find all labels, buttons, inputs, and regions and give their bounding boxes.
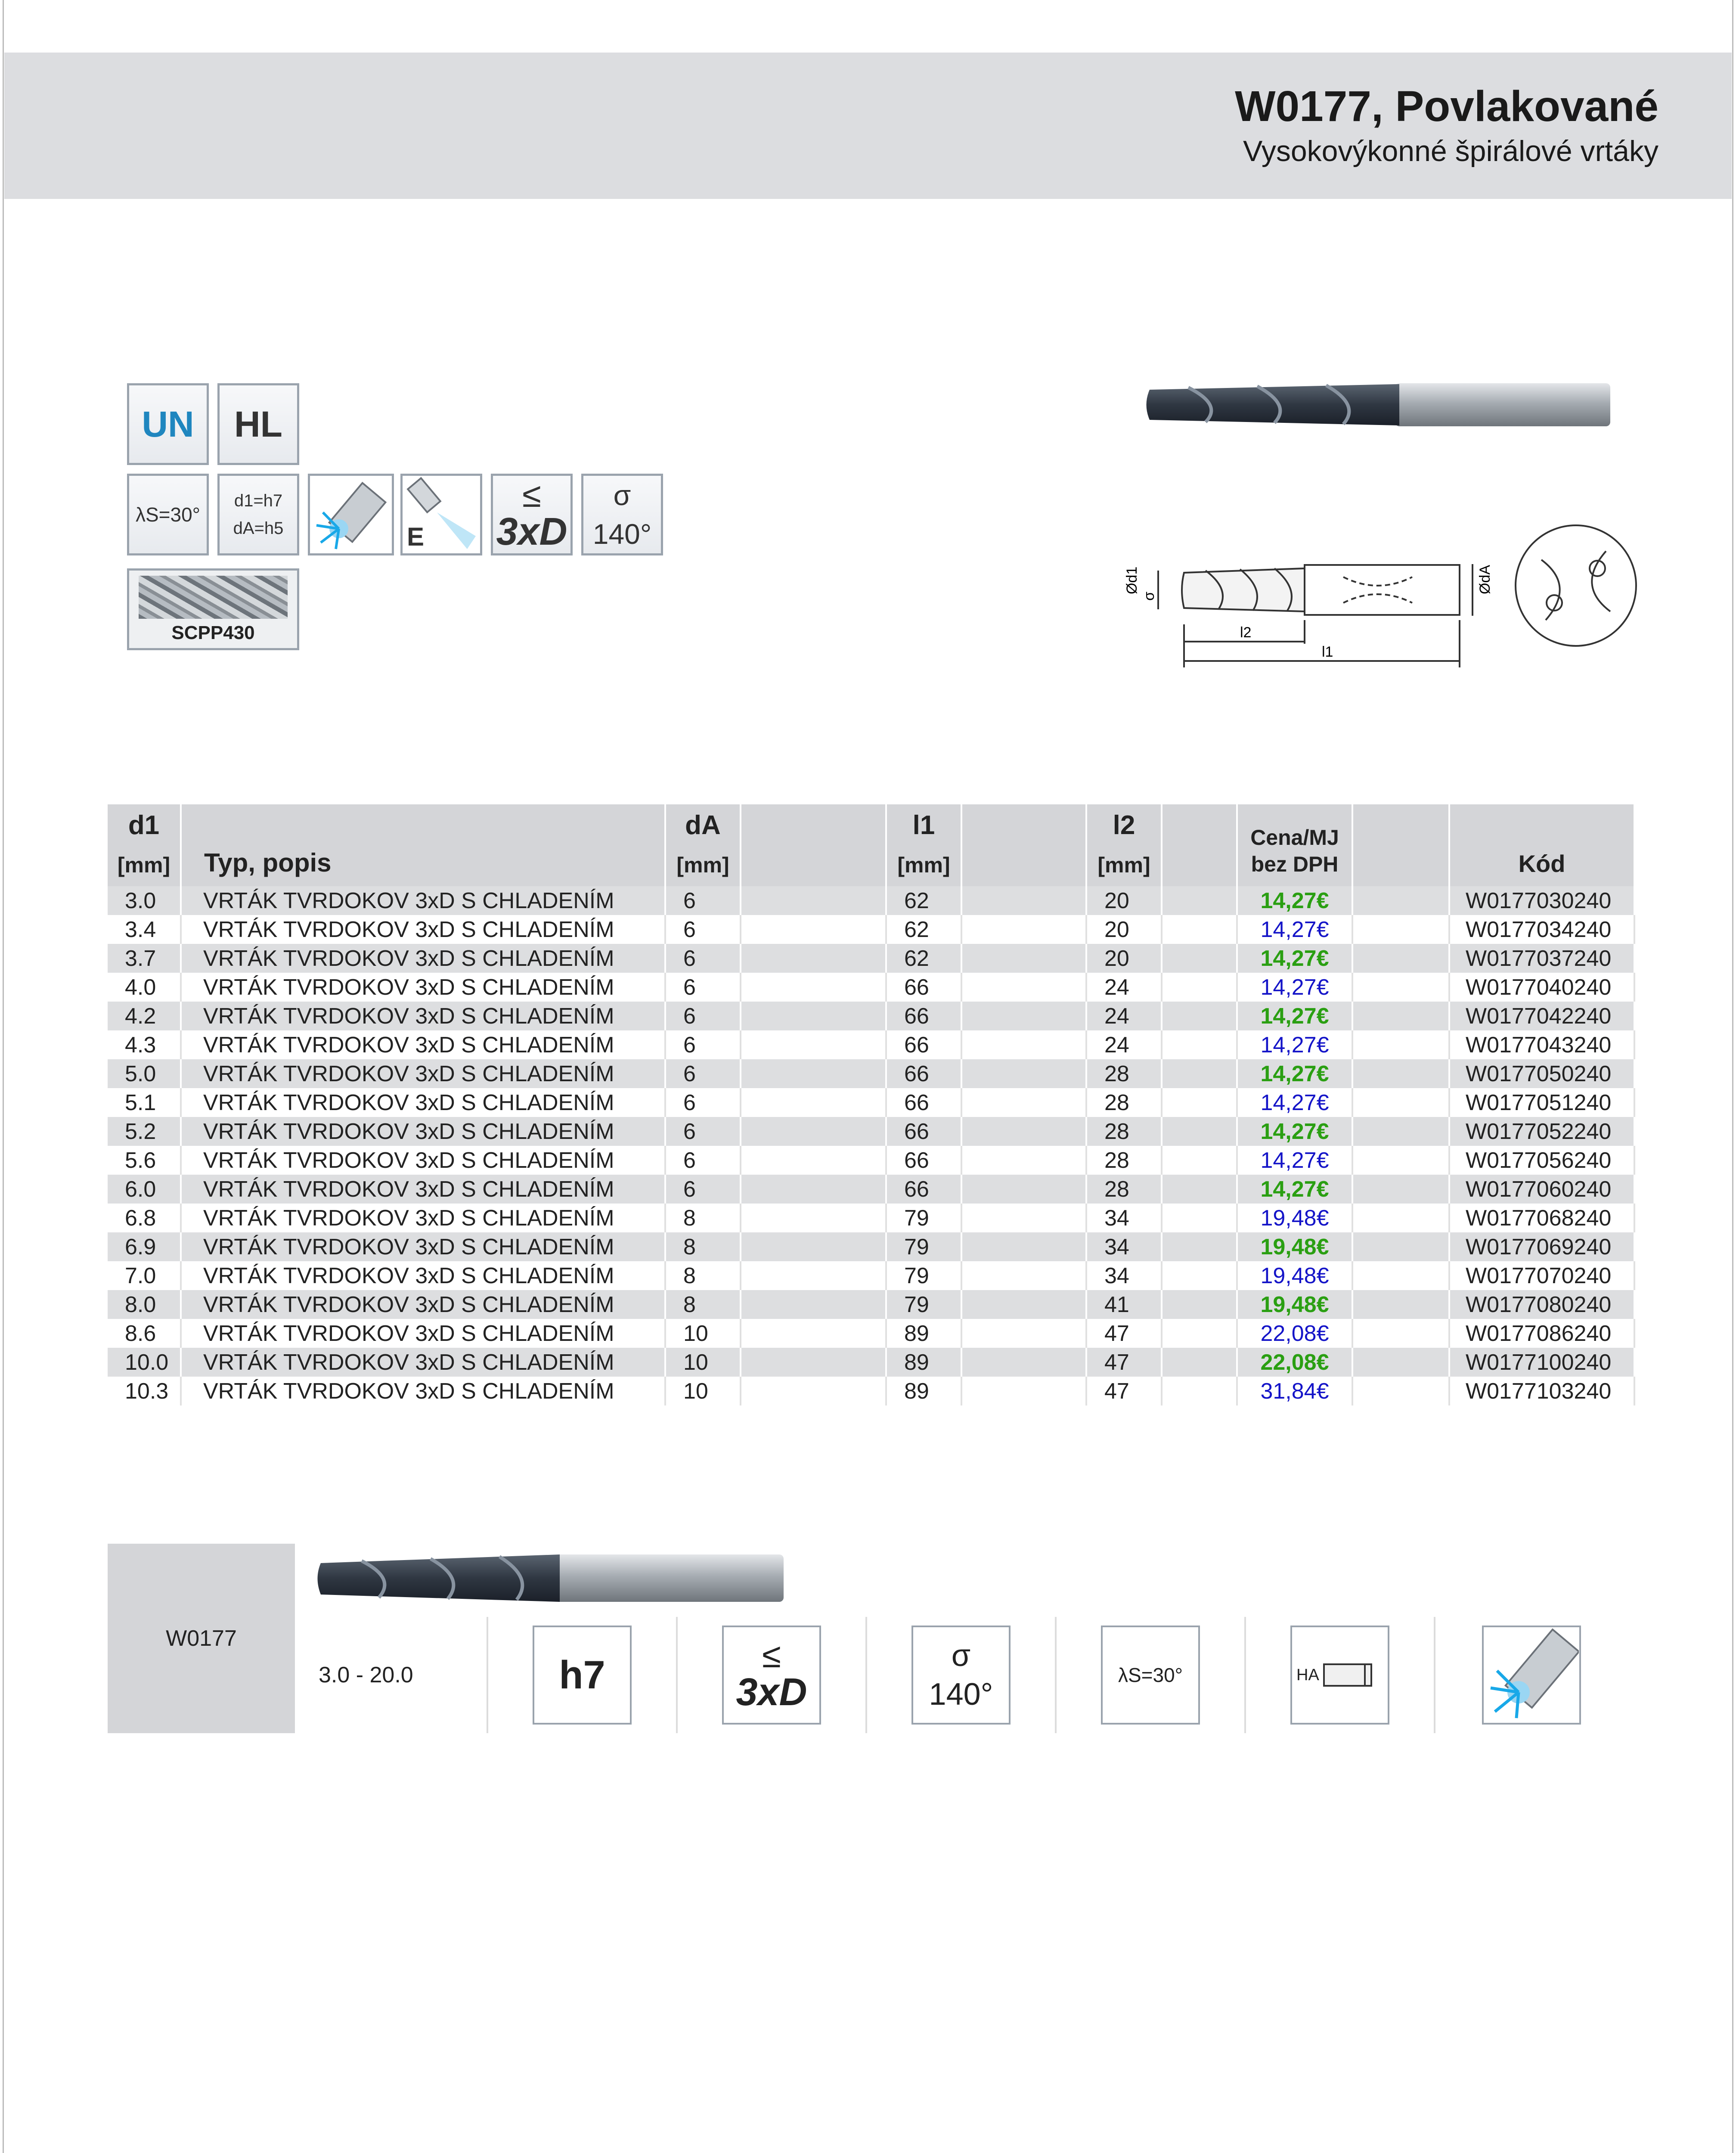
cell-spacer (961, 915, 1086, 944)
cell-l2: 47 (1086, 1319, 1162, 1348)
cell-l2: 34 (1086, 1204, 1162, 1232)
sigma-diagram-label: σ (1141, 592, 1157, 601)
cell-kod: W0177051240 (1449, 1088, 1634, 1117)
cell-da: 6 (665, 1030, 741, 1059)
cell-l2: 24 (1086, 973, 1162, 1002)
point-angle-icon (581, 474, 663, 555)
cell-d1: 7.0 (108, 1261, 181, 1290)
cell-kod: W0177068240 (1449, 1204, 1634, 1232)
cell-desc: VRTÁK TVRDOKOV 3xD S CHLADENÍM (181, 1146, 665, 1175)
cell-spacer (961, 1204, 1086, 1232)
drill-photo (1094, 301, 1649, 482)
col-da-symbol: dA (685, 810, 721, 840)
cell-l1: 66 (886, 1117, 961, 1146)
col-kod: Kód (1449, 804, 1634, 886)
cell-kod: W0177043240 (1449, 1030, 1634, 1059)
cell-l2: 28 (1086, 1117, 1162, 1146)
cell-desc: VRTÁK TVRDOKOV 3xD S CHLADENÍM (181, 1175, 665, 1204)
cell-price: 14,27€ (1237, 1175, 1352, 1204)
strip-helix-cell (1055, 1617, 1244, 1733)
page-subtitle: Vysokovýkonné špirálové vrtáky (1243, 135, 1658, 168)
cell-spacer (961, 1348, 1086, 1377)
cell-desc: VRTÁK TVRDOKOV 3xD S CHLADENÍM (181, 944, 665, 973)
cell-spacer (741, 1348, 886, 1377)
cell-d1: 4.2 (108, 1002, 181, 1030)
cell-spacer (1352, 915, 1449, 944)
cell-price: 19,48€ (1237, 1204, 1352, 1232)
cell-spacer (741, 1030, 886, 1059)
cell-l2: 34 (1086, 1261, 1162, 1290)
cell-desc: VRTÁK TVRDOKOV 3xD S CHLADENÍM (181, 886, 665, 915)
table-row (108, 1261, 1634, 1290)
cell-spacer (961, 1030, 1086, 1059)
cell-kod: W0177037240 (1449, 944, 1634, 973)
cell-spacer (1352, 944, 1449, 973)
cell-spacer (1352, 1117, 1449, 1146)
cell-l1: 66 (886, 973, 961, 1002)
cell-l2: 47 (1086, 1377, 1162, 1405)
cell-spacer (1352, 1261, 1449, 1290)
cell-desc: VRTÁK TVRDOKOV 3xD S CHLADENÍM (181, 1088, 665, 1117)
cell-l1: 62 (886, 886, 961, 915)
cell-da: 6 (665, 1146, 741, 1175)
col-da (665, 804, 741, 886)
strip-tolerance: h7 (533, 1626, 632, 1725)
table-row (108, 915, 1634, 944)
cell-da: 10 (665, 1348, 741, 1377)
table-row (108, 1232, 1634, 1261)
tolerance-icon (217, 474, 299, 555)
cell-spacer (1162, 1261, 1237, 1290)
cell-l1: 79 (886, 1290, 961, 1319)
hl-icon: HL (217, 383, 299, 465)
cell-spacer (961, 1175, 1086, 1204)
cell-price: 19,48€ (1237, 1232, 1352, 1261)
cell-l1: 89 (886, 1377, 961, 1405)
cell-spacer (961, 886, 1086, 915)
strip-helix-icon: λS=30° (1101, 1626, 1200, 1725)
cell-spacer (961, 1319, 1086, 1348)
col-price (1237, 804, 1352, 886)
cell-desc: VRTÁK TVRDOKOV 3xD S CHLADENÍM (181, 1030, 665, 1059)
cell-spacer (741, 1261, 886, 1290)
table-row (108, 1088, 1634, 1117)
cell-da: 8 (665, 1261, 741, 1290)
cell-spacer (1162, 1088, 1237, 1117)
cell-price: 14,27€ (1237, 944, 1352, 973)
strip-point-angle-cell (865, 1617, 1055, 1733)
table-row (108, 886, 1634, 915)
col-spacer-1 (741, 804, 886, 886)
cell-price: 19,48€ (1237, 1261, 1352, 1290)
cell-d1: 3.7 (108, 944, 181, 973)
cell-kod: W0177060240 (1449, 1175, 1634, 1204)
table-row (108, 1319, 1634, 1348)
cell-spacer (1162, 1175, 1237, 1204)
table-row (108, 1030, 1634, 1059)
strip-depth-icon (722, 1626, 821, 1725)
cell-d1: 3.4 (108, 915, 181, 944)
cell-da: 8 (665, 1204, 741, 1232)
cell-kod: W0177052240 (1449, 1117, 1634, 1146)
cell-da: 10 (665, 1377, 741, 1405)
cell-price: 14,27€ (1237, 886, 1352, 915)
cell-l2: 28 (1086, 1146, 1162, 1175)
cell-da: 8 (665, 1290, 741, 1319)
cell-spacer (1162, 973, 1237, 1002)
cell-spacer (741, 915, 886, 944)
internal-coolant-icon (308, 474, 394, 555)
col-spacer-4 (1352, 804, 1449, 886)
cell-desc: VRTÁK TVRDOKOV 3xD S CHLADENÍM (181, 1002, 665, 1030)
cell-kod: W0177030240 (1449, 886, 1634, 915)
cell-spacer (1162, 886, 1237, 915)
cell-spacer (1162, 1146, 1237, 1175)
table-row (108, 1204, 1634, 1232)
cell-l2: 47 (1086, 1348, 1162, 1377)
cell-spacer (1162, 1232, 1237, 1261)
cell-spacer (741, 944, 886, 973)
cell-kod: W0177103240 (1449, 1377, 1634, 1405)
strip-coolant-icon (1482, 1626, 1581, 1725)
cell-l2: 41 (1086, 1290, 1162, 1319)
cell-d1: 10.3 (108, 1377, 181, 1405)
table-row (108, 1377, 1634, 1405)
external-coolant-icon (400, 474, 482, 555)
col-spacer-3 (1162, 804, 1237, 886)
depth-label: 3xD (496, 510, 567, 553)
strip-depth-le: ≤ (762, 1636, 781, 1675)
cell-d1: 4.3 (108, 1030, 181, 1059)
cell-desc: VRTÁK TVRDOKOV 3xD S CHLADENÍM (181, 1117, 665, 1146)
page-title: W0177, Povlakované (1235, 82, 1658, 130)
cell-desc: VRTÁK TVRDOKOV 3xD S CHLADENÍM (181, 1377, 665, 1405)
table-row (108, 1348, 1634, 1377)
cell-spacer (1352, 1204, 1449, 1232)
cell-kod: W0177050240 (1449, 1059, 1634, 1088)
cell-d1: 5.1 (108, 1088, 181, 1117)
strip-shank-icon (1290, 1626, 1389, 1725)
cell-spacer (1162, 1030, 1237, 1059)
cell-l2: 28 (1086, 1175, 1162, 1204)
table-row (108, 944, 1634, 973)
cell-da: 6 (665, 1059, 741, 1088)
cell-spacer (1352, 1377, 1449, 1405)
cell-d1: 5.0 (108, 1059, 181, 1088)
cell-price: 31,84€ (1237, 1377, 1352, 1405)
cell-spacer (741, 1059, 886, 1088)
cell-spacer (1352, 886, 1449, 915)
cell-da: 6 (665, 944, 741, 973)
cell-d1: 10.0 (108, 1348, 181, 1377)
col-l2-unit: [mm] (1097, 853, 1150, 877)
tolerance-da: dA=h5 (233, 519, 284, 538)
table-row (108, 1290, 1634, 1319)
cell-da: 6 (665, 1175, 741, 1204)
strip-shank-cell (1244, 1617, 1434, 1733)
col-d1-symbol: d1 (128, 810, 160, 840)
sigma-symbol: σ (613, 479, 631, 511)
cell-price: 14,27€ (1237, 1117, 1352, 1146)
cell-d1: 6.0 (108, 1175, 181, 1204)
cell-d1: 4.0 (108, 973, 181, 1002)
cell-price: 22,08€ (1237, 1348, 1352, 1377)
strip-range-cell (297, 1617, 487, 1733)
cell-spacer (741, 1204, 886, 1232)
cell-desc: VRTÁK TVRDOKOV 3xD S CHLADENÍM (181, 1261, 665, 1290)
cell-l1: 62 (886, 915, 961, 944)
cell-l1: 66 (886, 1146, 961, 1175)
cell-spacer (1352, 1232, 1449, 1261)
cell-da: 6 (665, 1117, 741, 1146)
cell-price: 14,27€ (1237, 915, 1352, 944)
cell-price: 14,27€ (1237, 1146, 1352, 1175)
cell-spacer (1352, 1319, 1449, 1348)
cell-kod: W0177080240 (1449, 1290, 1634, 1319)
carbide-texture (139, 576, 288, 619)
cell-kod: W0177042240 (1449, 1002, 1634, 1030)
cell-spacer (741, 1146, 886, 1175)
col-typ: Typ, popis (181, 804, 665, 886)
cell-spacer (961, 1117, 1086, 1146)
col-d1-unit: [mm] (117, 853, 170, 877)
cell-spacer (1162, 1117, 1237, 1146)
cell-spacer (1162, 1348, 1237, 1377)
l2-label: l2 (1240, 624, 1252, 641)
table-row (108, 1146, 1634, 1175)
cell-spacer (961, 973, 1086, 1002)
cell-desc: VRTÁK TVRDOKOV 3xD S CHLADENÍM (181, 1348, 665, 1377)
cell-d1: 6.9 (108, 1232, 181, 1261)
cell-price: 19,48€ (1237, 1290, 1352, 1319)
cell-l1: 66 (886, 1175, 961, 1204)
depth-3xd-icon (491, 474, 573, 555)
cell-l2: 28 (1086, 1088, 1162, 1117)
cell-l1: 79 (886, 1204, 961, 1232)
cell-desc: VRTÁK TVRDOKOV 3xD S CHLADENÍM (181, 973, 665, 1002)
strip-depth-label: 3xD (736, 1671, 807, 1714)
cell-spacer (1352, 973, 1449, 1002)
cell-spacer (1352, 1002, 1449, 1030)
helix-angle-label: λS=30° (135, 503, 201, 526)
cell-d1: 5.2 (108, 1117, 181, 1146)
cell-spacer (961, 1261, 1086, 1290)
strip-tolerance-cell (487, 1617, 676, 1733)
cell-spacer (961, 1059, 1086, 1088)
strip-depth-cell (676, 1617, 865, 1733)
cell-da: 6 (665, 915, 741, 944)
col-price-line1: Cena/MJ (1250, 825, 1339, 850)
cell-l1: 89 (886, 1348, 961, 1377)
cell-spacer (741, 886, 886, 915)
cell-l2: 34 (1086, 1232, 1162, 1261)
cell-d1: 8.0 (108, 1290, 181, 1319)
cell-spacer (741, 1319, 886, 1348)
cell-l1: 79 (886, 1232, 961, 1261)
cell-spacer (741, 1232, 886, 1261)
cell-da: 6 (665, 1002, 741, 1030)
cell-spacer (741, 1088, 886, 1117)
strip-point-angle-icon (911, 1626, 1011, 1725)
cell-spacer (961, 1290, 1086, 1319)
col-l1-symbol: l1 (912, 810, 935, 840)
table-row (108, 1117, 1634, 1146)
col-d1 (108, 804, 181, 886)
cell-l2: 28 (1086, 1059, 1162, 1088)
cell-da: 10 (665, 1319, 741, 1348)
drill-dimension-diagram (1119, 495, 1662, 680)
strip-drill-photo (314, 1544, 788, 1617)
cell-l2: 24 (1086, 1030, 1162, 1059)
helix-angle-icon (127, 474, 209, 555)
strip-range: 3.0 - 20.0 (319, 1663, 413, 1688)
cell-spacer (1162, 1059, 1237, 1088)
cell-l1: 62 (886, 944, 961, 973)
cell-l2: 20 (1086, 886, 1162, 915)
summary-strip (108, 1544, 1628, 1733)
cell-spacer (961, 944, 1086, 973)
cell-l1: 89 (886, 1319, 961, 1348)
cell-da: 6 (665, 973, 741, 1002)
table-row (108, 1002, 1634, 1030)
cell-kod: W0177100240 (1449, 1348, 1634, 1377)
cell-kod: W0177040240 (1449, 973, 1634, 1002)
cell-spacer (1352, 1059, 1449, 1088)
depth-le-symbol: ≤ (522, 476, 541, 514)
product-table (108, 804, 1634, 1405)
cell-spacer (1352, 1030, 1449, 1059)
cell-spacer (1352, 1146, 1449, 1175)
cell-spacer (741, 1377, 886, 1405)
cell-spacer (741, 1002, 886, 1030)
cell-desc: VRTÁK TVRDOKOV 3xD S CHLADENÍM (181, 1290, 665, 1319)
strip-point-angle: 140° (929, 1677, 993, 1712)
cell-spacer (741, 973, 886, 1002)
cell-d1: 3.0 (108, 886, 181, 915)
cell-price: 14,27€ (1237, 1059, 1352, 1088)
cell-spacer (1352, 1175, 1449, 1204)
cell-spacer (741, 1175, 886, 1204)
cell-kod: W0177070240 (1449, 1261, 1634, 1290)
strip-sigma: σ (951, 1638, 971, 1673)
cell-l2: 20 (1086, 915, 1162, 944)
cell-l2: 24 (1086, 1002, 1162, 1030)
point-angle-value: 140° (592, 518, 652, 550)
cell-desc: VRTÁK TVRDOKOV 3xD S CHLADENÍM (181, 1059, 665, 1088)
cell-spacer (961, 1088, 1086, 1117)
un-icon: UN (127, 383, 209, 465)
col-price-line2: bez DPH (1251, 852, 1339, 876)
cell-spacer (961, 1377, 1086, 1405)
cell-l2: 20 (1086, 944, 1162, 973)
col-l2-symbol: l2 (1113, 810, 1135, 840)
l1-label: l1 (1322, 644, 1333, 660)
table-row (108, 973, 1634, 1002)
col-l2 (1086, 804, 1162, 886)
cell-l1: 66 (886, 1002, 961, 1030)
cell-spacer (1352, 1290, 1449, 1319)
cell-l1: 79 (886, 1261, 961, 1290)
cell-price: 22,08€ (1237, 1319, 1352, 1348)
cell-kod: W0177086240 (1449, 1319, 1634, 1348)
table-row (108, 1175, 1634, 1204)
cell-spacer (961, 1232, 1086, 1261)
cell-spacer (1162, 1002, 1237, 1030)
cell-spacer (1162, 1377, 1237, 1405)
carbide-grade-icon (127, 568, 299, 650)
cell-price: 14,27€ (1237, 973, 1352, 1002)
cell-da: 6 (665, 1088, 741, 1117)
cell-spacer (741, 1290, 886, 1319)
cell-spacer (741, 1117, 886, 1146)
cell-desc: VRTÁK TVRDOKOV 3xD S CHLADENÍM (181, 1319, 665, 1348)
cell-desc: VRTÁK TVRDOKOV 3xD S CHLADENÍM (181, 1204, 665, 1232)
cell-l1: 66 (886, 1088, 961, 1117)
cell-spacer (961, 1002, 1086, 1030)
cell-kod: W0177069240 (1449, 1232, 1634, 1261)
cell-d1: 8.6 (108, 1319, 181, 1348)
tolerance-d1: d1=h7 (234, 491, 283, 510)
cell-price: 14,27€ (1237, 1088, 1352, 1117)
external-coolant-label: E (407, 522, 425, 551)
carbide-grade-label: SCPP430 (171, 622, 255, 643)
cell-da: 8 (665, 1232, 741, 1261)
strip-coolant-cell (1434, 1617, 1628, 1733)
cell-kod: W0177034240 (1449, 915, 1634, 944)
cell-d1: 5.6 (108, 1146, 181, 1175)
cell-l1: 66 (886, 1030, 961, 1059)
cell-spacer (1162, 1290, 1237, 1319)
table-row (108, 1059, 1634, 1088)
cell-spacer (1162, 1204, 1237, 1232)
cell-spacer (961, 1146, 1086, 1175)
cell-spacer (1162, 944, 1237, 973)
od1-label: Ød1 (1124, 566, 1140, 594)
col-l1 (886, 804, 961, 886)
cell-d1: 6.8 (108, 1204, 181, 1232)
cell-spacer (1352, 1348, 1449, 1377)
cell-l1: 66 (886, 1059, 961, 1088)
strip-shank-label: HA (1296, 1666, 1319, 1684)
cell-desc: VRTÁK TVRDOKOV 3xD S CHLADENÍM (181, 915, 665, 944)
cell-price: 14,27€ (1237, 1002, 1352, 1030)
cell-kod: W0177056240 (1449, 1146, 1634, 1175)
cell-desc: VRTÁK TVRDOKOV 3xD S CHLADENÍM (181, 1232, 665, 1261)
col-spacer-2 (961, 804, 1086, 886)
cell-da: 6 (665, 886, 741, 915)
cell-spacer (1352, 1088, 1449, 1117)
strip-label: W0177 (108, 1544, 295, 1733)
cell-spacer (1162, 1319, 1237, 1348)
table-header-row (108, 804, 1634, 886)
cell-price: 14,27€ (1237, 1030, 1352, 1059)
cell-spacer (1162, 915, 1237, 944)
oda-label: ØdA (1477, 565, 1493, 594)
col-l1-unit: [mm] (897, 853, 950, 877)
col-da-unit: [mm] (676, 853, 729, 877)
